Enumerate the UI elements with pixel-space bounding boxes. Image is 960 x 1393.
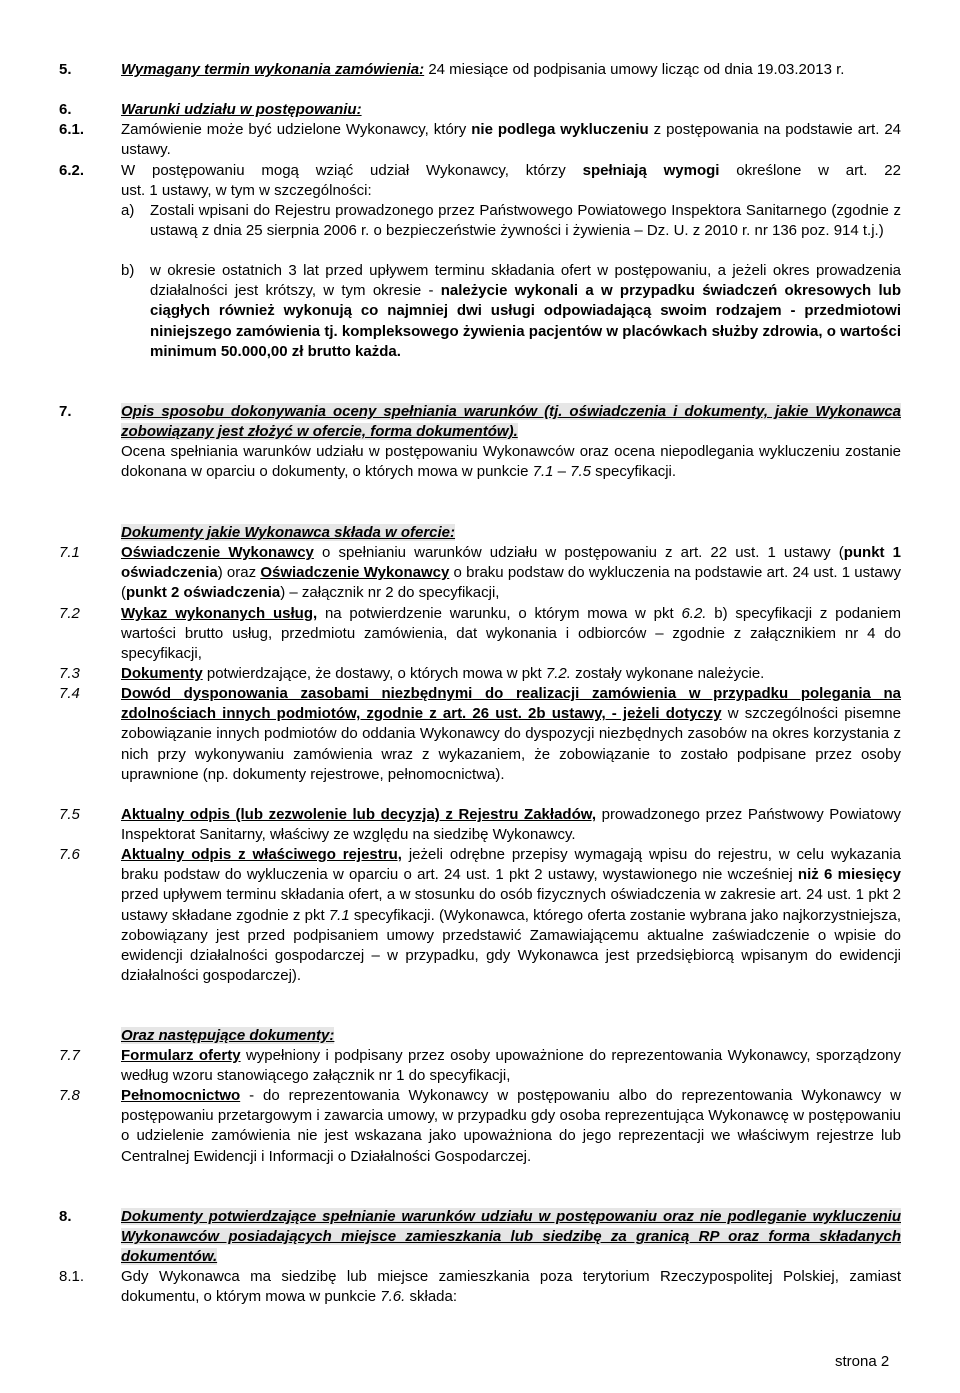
item-b-text: w okresie ostatnich 3 lat przed upływem terminu składania ofert w postępowaniu, a jeżeli okres prowadzenia działalności jest krótszy, w tym okresie - <box>150 262 901 300</box>
point-7-1-paragraph <box>121 543 901 604</box>
point-6-2-text-end: określone w art. 22 <box>719 162 901 179</box>
point-7-1-bold-1: punkt 1 oświadczenia <box>121 544 901 582</box>
point-6-2-continued: ust. 1 ustawy, w tym w szczególności: <box>121 182 372 199</box>
page-number: strona 2 <box>835 1353 890 1370</box>
docs-heading: Dokumenty jakie Wykonawca składa w ofercie: <box>121 524 456 541</box>
section-7-intro-end: specyfikacji. <box>591 463 677 481</box>
point-7-1-text-4: ) – załącznik nr 2 do specyfikacji, <box>280 584 500 602</box>
section-7-title-row <box>121 402 901 442</box>
point-6-1-paragraph <box>121 120 901 160</box>
section-8-number: 8. <box>59 1208 72 1225</box>
point-7-4-number: 7.4 <box>59 685 80 702</box>
point-7-2-heading: Wykaz wykonanych usług, <box>121 605 318 622</box>
point-7-7-number: 7.7 <box>59 1047 80 1064</box>
point-7-5-number: 7.5 <box>59 806 80 823</box>
item-b-label: b) <box>121 262 135 279</box>
point-7-2-ref: 6.2. <box>681 605 707 622</box>
point-7-8-text: - do reprezentowania Wykonawcy w postępowaniu albo do reprezentowania Wykonawcy w postępowaniu przetargowym i zawarcia umowy, w przypadku gdy osoba reprezentująca Wykonawcę w postępowaniu o udzielenie zamówienia nie jest wskazana jako upoważniona do jego reprezentacji we właściwym rejestrze lub Centralnej Ewidencji i Informacji o Działalności Gospodarczej. <box>121 1087 901 1165</box>
point-7-1-heading-2: Oświadczenie Wykonawcy <box>260 564 450 582</box>
section-5-text: 24 miesiące od podpisania umowy licząc od dnia 19.03.2013 r. <box>424 61 845 78</box>
item-a-text: Zostali wpisani do Rejestru prowadzonego przez Państwowego Powiatowego Inspektora Sanitarnego (zgodnie z ustawą z dnia 25 sierpnia 2006 r. o bezpieczeństwie żywności i żywienia – Dz. U. z 2010 r. nr 136 poz. 914 t.j.) <box>150 202 901 240</box>
section-7-intro-ref2: 7.5 <box>570 463 592 481</box>
point-8-1-ref: 7.6. <box>380 1288 406 1306</box>
point-7-1-text-3: o braku podstaw do wykluczenia na podstawie art. 24 ust. 1 ustawy ( <box>121 564 901 602</box>
point-7-4-paragraph <box>121 684 901 785</box>
point-8-1-number: 8.1. <box>59 1268 85 1285</box>
point-7-2-text-end: b) specyfikacji z podaniem wartości brutto usług, przedmiotu zamówienia, dat wykonania i odbiorców – zgodnie z załącznikiem nr 4 do specyfikacji, <box>121 605 901 663</box>
point-7-8-heading: Pełnomocnictwo <box>121 1087 241 1104</box>
section-7-number: 7. <box>59 403 72 420</box>
point-7-2-number: 7.2 <box>59 605 80 622</box>
point-6-1-number: 6.1. <box>59 121 85 138</box>
point-7-6-text-2: przed upływem terminu składania ofert, a w stosunku do osób fizycznych oświadczenia w zakresie art. 24 ust. 1 pkt 2 ustawy składane zgodnie z pkt <box>121 886 901 924</box>
point-7-7-heading: Formularz oferty <box>121 1047 241 1064</box>
docs-heading-row <box>121 523 901 543</box>
point-7-6-paragraph <box>121 845 901 986</box>
section-7-intro <box>121 442 901 482</box>
point-7-4-heading: Dowód dysponowania zasobami niezbędnymi do realizacji zamówienia w przypadku polegania na zdolnościach innych podmiotów, zgodnie z art. 26 ust. 2b ustawy, - jeżeli dotyczy <box>121 685 901 723</box>
section-5-paragraph <box>121 60 901 80</box>
point-8-1-text: Gdy Wykonawca ma siedzibę lub miejsce zamieszkania poza terytorium Rzeczypospolitej Polskiej, zamiast dokumentu, o którym mowa w punkcie <box>121 1268 901 1306</box>
point-7-6-text-3: specyfikacji. (Wykonawca, którego oferta zostanie wybrana jako najkorzystniejsza, zobowiązany jest przed podpisaniem umowy przedstawić Zamawiającemu aktualne zaświadczenie o wpisie do ewidencji działalności gospodarczej – w przypadku, gdy Wykonawca jest przedsiębiorcą wpisanym do ewidencji działalności gospodarczej). <box>121 906 901 985</box>
section-5-title: Wymagany termin wykonania zamówienia: <box>121 61 425 78</box>
section-7-intro-ref1: 7.1 <box>532 463 554 481</box>
section-8-title-row <box>121 1207 901 1268</box>
point-7-6-number: 7.6 <box>59 846 80 863</box>
point-7-4-text: w szczególności pisemne zobowiązanie innych podmiotów do oddania Wykonawcy do dyspozycji niezbędnych zasobów na okres korzystania z nich przy wykonywaniu zamówienia wraz z wykazaniem, że zobowiązanie to zostało podpisane przez osoby uprawnione (np. dokumenty rejestrowe, pełnomocnictwa). <box>121 705 901 783</box>
point-7-1-text-2: ) oraz <box>217 564 261 582</box>
item-b-bold: należycie wykonali a w przypadku świadczeń okresowych lub ciągłych również wykonują co najmniej dwi usługi odpowiadającą swoim rodzajem - przedmiotowi niniejszego zamówienia tj. kompleksowego żywienia pacjentów w placówkach służby zdrowia, o wartości minimum 50.000,00 zł brutto każda. <box>150 282 901 360</box>
more-heading: Oraz następujące dokumenty: <box>121 1027 335 1044</box>
more-heading-row <box>121 1026 901 1046</box>
point-6-2-paragraph <box>121 161 901 181</box>
section-8-title: Dokumenty potwierdzające spełnianie warunków udziału w postępowaniu oraz nie podleganie wykluczeniu Wykonawców posiadających miejsce zamieszkania lub siedzibę za granicą RP oraz forma składanych dokumentów. <box>121 1208 901 1266</box>
point-7-3-paragraph <box>121 664 901 684</box>
item-a-label: a) <box>121 202 135 219</box>
section-7-intro-dash: – <box>553 463 571 481</box>
point-7-6-bold: niż 6 miesięcy <box>797 866 901 884</box>
section-5-number: 5. <box>59 61 72 78</box>
point-7-2-paragraph <box>121 604 901 665</box>
section-6-number: 6. <box>59 101 72 118</box>
point-7-6-ref: 7.1 <box>328 906 350 924</box>
point-7-7-text: wypełniony i podpisany przez osoby upoważnione do reprezentowania Wykonawcy, sporządzony według wzoru stanowiącego załącznik nr 1 do specyfikacji, <box>121 1047 901 1085</box>
point-7-3-number: 7.3 <box>59 665 80 682</box>
item-b-paragraph <box>150 261 901 362</box>
point-7-5-heading: Aktualny odpis (lub zezwolenie lub decyzja) z Rejestru Zakładów, <box>121 806 597 823</box>
section-6-title-row <box>121 100 901 120</box>
point-7-3-ref: 7.2. <box>545 665 571 682</box>
point-7-6-text: jeżeli odrębne przepisy wymagają wpisu do rejestru, w celu wykazania braku podstaw do wykluczenia w oparciu o art. 24 ust. 1 pkt 2 ustawy, wystawionego nie wcześniej <box>121 846 901 884</box>
section-7-intro-text: Ocena spełniania warunków udziału w postępowaniu Wykonawców oraz ocena niepodlegania wykluczeniu zostanie dokonana w oparciu o dokumenty, o których mowa w punkcie <box>121 443 901 481</box>
point-8-1-paragraph <box>121 1267 901 1307</box>
section-6-title: Warunki udziału w postępowaniu: <box>121 101 362 118</box>
point-7-2-text: na potwierdzenie warunku, o którym mowa w pkt <box>317 605 682 622</box>
point-7-6-heading: Aktualny odpis z właściwego rejestru, <box>121 846 402 863</box>
point-6-1-bold: nie podlega wykluczeniu <box>471 121 649 138</box>
point-7-5-paragraph <box>121 805 901 845</box>
point-7-8-number: 7.8 <box>59 1087 80 1104</box>
point-7-5-text: prowadzonego przez Państwowy Powiatowy Inspektorat Sanitarny, właściwy ze względu na siedzibę Wykonawcy. <box>121 806 901 844</box>
point-7-1-bold-2: punkt 2 oświadczenia <box>126 584 281 602</box>
point-7-8-paragraph <box>121 1086 901 1167</box>
point-7-7-paragraph <box>121 1046 901 1086</box>
point-6-1-text: Zamówienie może być udzielone Wykonawcy, który <box>121 121 472 138</box>
point-7-3-text-end: zostały wykonane należycie. <box>570 665 765 682</box>
point-6-2-bold: spełniają wymogi <box>582 162 720 179</box>
point-7-3-text: potwierdzające, że dostawy, o których mowa w pkt <box>202 665 546 682</box>
point-7-1-number: 7.1 <box>59 544 80 561</box>
point-7-1-text: o spełnianiu warunków udziału w postępowaniu z art. 22 ust. 1 ustawy ( <box>313 544 844 561</box>
point-8-1-text-end: składa: <box>405 1288 458 1306</box>
point-6-2-text: W postępowaniu mogą wziąć udział Wykonawcy, którzy <box>121 162 583 179</box>
point-6-2-number: 6.2. <box>59 162 85 179</box>
section-7-title: Opis sposobu dokonywania oceny spełniania warunków (tj. oświadczenia i dokumenty, jakie Wykonawca zobowiązany jest złożyć w ofercie, forma dokumentów). <box>121 403 901 441</box>
point-7-1-heading: Oświadczenie Wykonawcy <box>121 544 314 561</box>
point-6-1-text-end: z postępowania na podstawie art. 24 ustawy. <box>121 121 902 159</box>
point-7-3-heading: Dokumenty <box>121 665 203 682</box>
